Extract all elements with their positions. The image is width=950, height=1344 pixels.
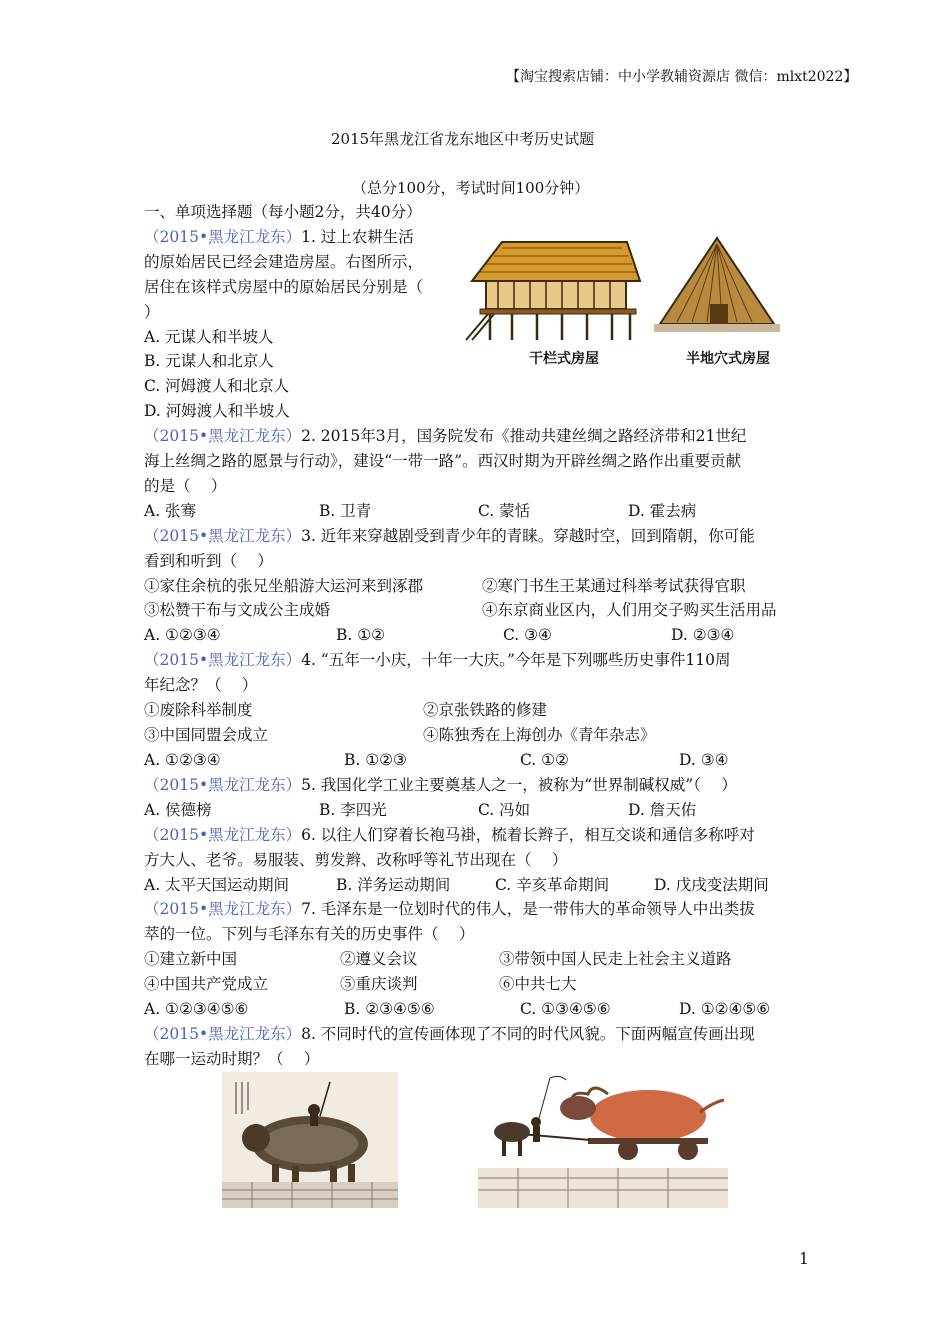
q3-statement-3: ③松赞干布与文成公主成婚	[144, 601, 331, 619]
q7-event-5: ⑤重庆谈判	[340, 975, 418, 993]
question-5-line-1: （2015•黑龙江龙东）5. 我国化学工业主要奠基人之一，被称为“世界制碱权威”（ ）	[144, 776, 737, 794]
q7-event-2: ②遵义会议	[340, 950, 418, 968]
q1-option-d: D. 河姆渡人和半坡人	[144, 402, 290, 420]
question-2-line-2: 海上丝绸之路的愿景与行动》，建设“一带一路”。西汉时期为开辟丝绸之路作出重要贡献	[144, 452, 742, 470]
q3-option-b: B. ①②	[336, 626, 386, 644]
stilt-house-illustration	[462, 236, 648, 344]
question-4-line-2: 年纪念？（ ）	[144, 676, 258, 694]
q6-option-a: A. 太平天国运动期间	[144, 876, 290, 894]
q7-option-a: A. ①②③④⑤⑥	[144, 1000, 249, 1018]
q4-option-b: B. ①②③	[344, 751, 407, 769]
q7-option-c: C. ①③④⑤⑥	[520, 1000, 611, 1018]
q4-statement-2: ②京张铁路的修建	[423, 701, 548, 719]
question-1-line-2: 的原始居民已经会建造房屋。右图所示，	[144, 253, 424, 271]
pig-propaganda-poster	[222, 1072, 398, 1208]
q5-option-b: B. 李四光	[319, 801, 387, 819]
page-number: 1	[799, 1250, 809, 1268]
exam-subtitle: （总分100分，考试时间100分钟）	[352, 179, 590, 197]
q3-option-a: A. ①②③④	[144, 626, 221, 644]
q7-event-6: ⑥中共七大	[499, 975, 577, 993]
exam-title: 2015年黑龙江省龙东地区中考历史试题	[331, 130, 595, 148]
question-7-line-2: 萃的一位。下列与毛泽东有关的历史事件（ ）	[144, 925, 475, 943]
q2-option-d: D. 霍去病	[628, 502, 697, 520]
q2-option-c: C. 蒙恬	[478, 502, 531, 520]
question-1-line-4: ）	[144, 303, 160, 321]
question-6-line-1: （2015•黑龙江龙东）6. 以往人们穿着长袍马褂，梳着长辫子，相互交谈和通信多称呼对	[144, 826, 755, 844]
page-header: 【淘宝搜索店铺：中小学教辅资源店 微信：mlxt2022】	[506, 69, 858, 85]
q5-option-c: C. 冯如	[478, 801, 531, 819]
q1-option-c: C. 河姆渡人和北京人	[144, 377, 290, 395]
q7-option-d: D. ①②④⑤⑥	[679, 1000, 771, 1018]
q4-statement-4: ④陈独秀在上海创办《青年杂志》	[423, 726, 656, 744]
question-3-line-2: 看到和听到（ ）	[144, 552, 273, 570]
q4-option-c: C. ①②	[520, 751, 569, 769]
q7-event-1: ①建立新中国	[144, 950, 238, 968]
question-2-line-3: 的是（ ）	[144, 477, 227, 495]
q3-option-d: D. ②③④	[671, 626, 735, 644]
q1-option-a: A. 元谋人和半坡人	[144, 328, 274, 346]
q5-option-d: D. 詹天佑	[628, 801, 697, 819]
question-8-line-1: （2015•黑龙江龙东）8. 不同时代的宣传画体现了不同的时代风貌。下面两幅宣传画出现	[144, 1025, 755, 1043]
semi-subterranean-house-illustration	[652, 234, 782, 342]
q2-option-b: B. 卫青	[319, 502, 372, 520]
q4-statement-1: ①废除科举制度	[144, 701, 253, 719]
q3-statement-1: ①家住余杭的张兄坐船游大运河来到涿郡	[144, 577, 424, 595]
q5-option-a: A. 侯德榜	[144, 801, 212, 819]
stilt-house-caption: 干栏式房屋	[529, 351, 599, 367]
question-3-line-1: （2015•黑龙江龙东）3. 近年来穿越剧受到青少年的青睐。穿越时空，回到隋朝，你可能	[144, 527, 755, 545]
q7-event-4: ④中国共产党成立	[144, 975, 269, 993]
question-4-line-1: （2015•黑龙江龙东）4. “五年一小庆，十年一大庆。”今年是下列哪些历史事件110周	[144, 651, 731, 669]
question-1-line-1: （2015•黑龙江龙东）1. 过上农耕生活	[144, 228, 414, 246]
question-8-line-2: 在哪一运动时期？（ ）	[144, 1050, 320, 1068]
q7-option-b: B. ②③④⑤⑥	[344, 1000, 435, 1018]
q6-option-b: B. 洋务运动期间	[336, 876, 451, 894]
q4-option-d: D. ③④	[679, 751, 729, 769]
question-1-line-3: 居住在该样式房屋中的原始居民分别是（	[144, 278, 424, 296]
q3-statement-2: ②寒门书生王某通过科举考试获得官职	[482, 577, 746, 595]
q6-option-c: C. 辛亥革命期间	[495, 876, 610, 894]
giant-radish-cart-propaganda-poster	[478, 1072, 728, 1208]
q4-statement-3: ③中国同盟会成立	[144, 726, 269, 744]
q4-option-a: A. ①②③④	[144, 751, 221, 769]
q3-option-c: C. ③④	[503, 626, 552, 644]
q2-option-a: A. 张骞	[144, 502, 197, 520]
semi-subterranean-house-caption: 半地穴式房屋	[686, 351, 770, 367]
question-6-line-2: 方大人、老爷。易服装、剪发辫、改称呼等礼节出现在（ ）	[144, 851, 568, 869]
question-2-line-1: （2015•黑龙江龙东）2. 2015年3月，国务院发布《推动共建丝绸之路经济带和21世纪	[144, 427, 747, 445]
question-7-line-1: （2015•黑龙江龙东）7. 毛泽东是一位划时代的伟人，是一带伟大的革命领导人中出类拔	[144, 900, 755, 918]
question-source: （2015•黑龙江龙东）	[144, 228, 302, 246]
q6-option-d: D. 戊戌变法期间	[654, 876, 769, 894]
q1-option-b: B. 元谋人和北京人	[144, 352, 274, 370]
q3-statement-4: ④东京商业区内，人们用交子购买生活用品	[482, 601, 777, 619]
section-heading: 一、单项选择题（每小题2分，共40分）	[144, 203, 422, 221]
q7-event-3: ③带领中国人民走上社会主义道路	[499, 950, 732, 968]
